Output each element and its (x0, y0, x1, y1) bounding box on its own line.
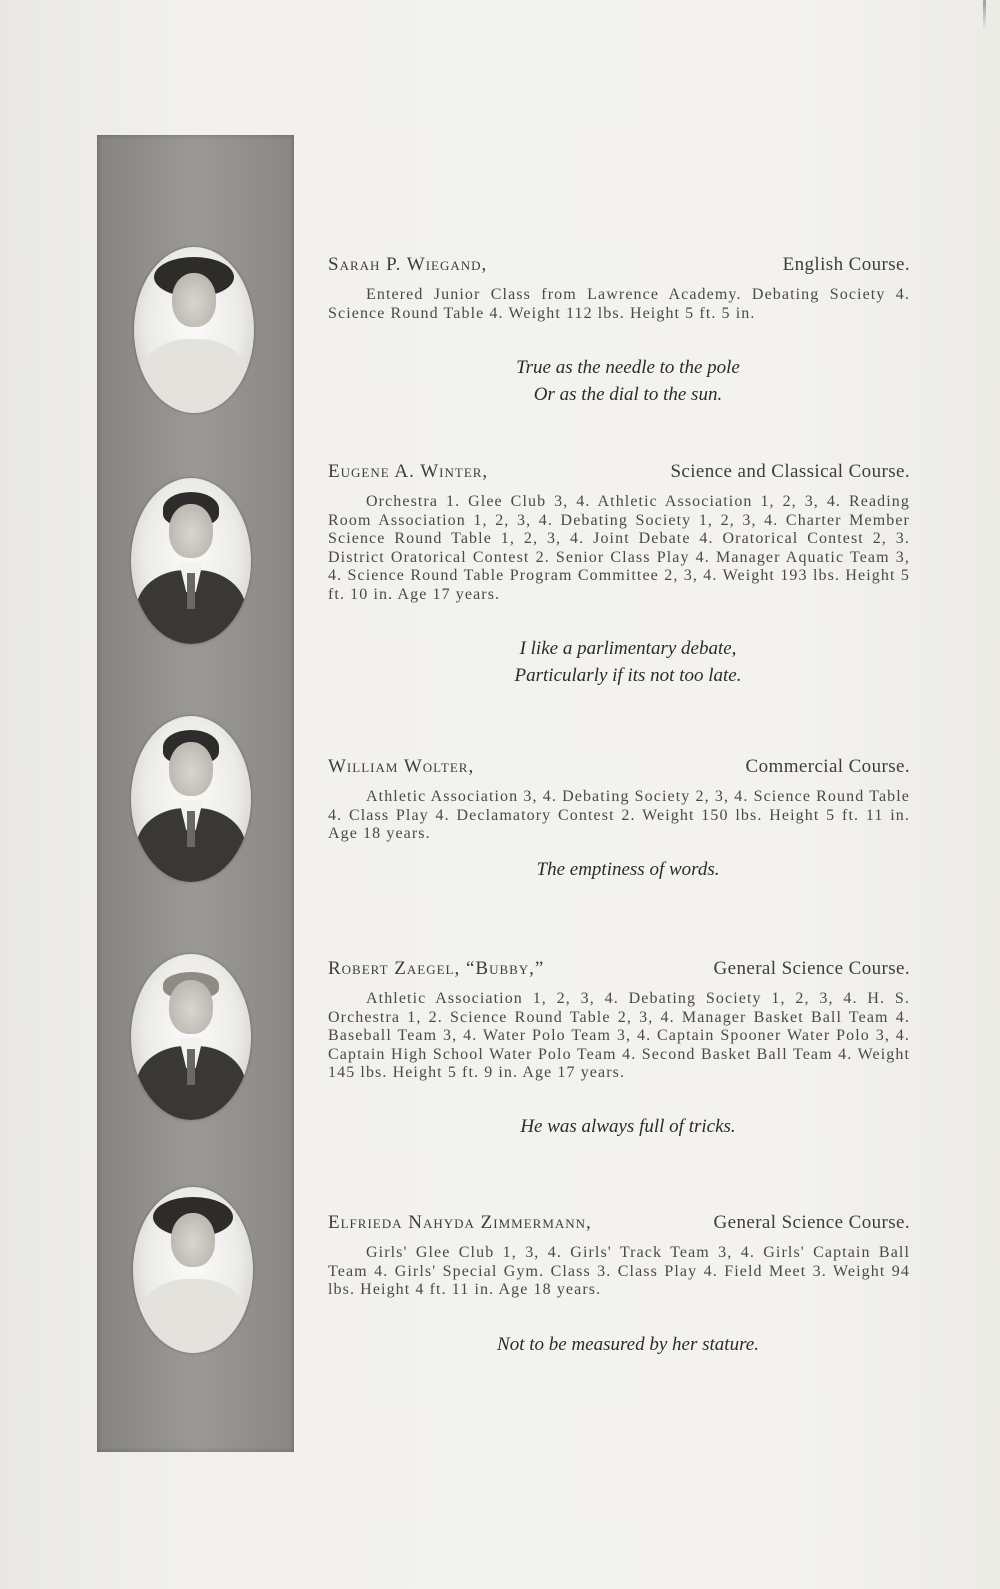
student-name: Elfrieda Nahyda Zimmermann, (328, 1212, 592, 1233)
student-details: Entered Junior Class from Lawrence Academy. Debating Society 4. Science Round Table 4. Weight 112 lbs. Height 5 ft. 5 in. (328, 286, 910, 322)
student-motto (328, 1331, 928, 1358)
student-motto (328, 1113, 928, 1140)
portrait-tie (187, 811, 195, 847)
student-details: Orchestra 1. Glee Club 3, 4. Athletic Association 1, 2, 3, 4. Reading Room Association 1, 2, 3, 4. Debating Society 1, 2, 3, 4. Charter Member Science Round Table 1, 2, 3, 4. Joint Debate 4. Oratorical Contest 2, 3. District Oratorical Contest 2. Senior Class Play 4. Manager Aquatic Team 3, 4. Science Round Table Program Committee 2, 3, 4. Weight 193 lbs. Height 5 ft. 10 in. Age 17 years. (328, 493, 910, 603)
portrait-head (169, 504, 213, 558)
portrait-head (171, 1213, 215, 1267)
student-motto (328, 856, 928, 883)
student-details: Athletic Association 3, 4. Debating Society 2, 3, 4. Science Round Table 4. Class Play 4. Declamatory Contest 2. Weight 150 lbs. Height 5 ft. 11 in. Age 18 years. (328, 788, 910, 842)
motto-line: Particularly if its not too late. (514, 665, 742, 686)
student-motto (328, 635, 928, 689)
student-motto (328, 354, 928, 408)
motto-line: Or as the dial to the sun. (533, 384, 723, 405)
course-name: General Science Course. (713, 958, 910, 979)
portrait-tie (187, 1049, 195, 1085)
student-name: Robert Zaegel, “Bubby,” (328, 958, 545, 979)
motto-line: I like a parlimentary debate, (519, 638, 737, 659)
student-details: Girls' Glee Club 1, 3, 4. Girls' Track Team 3, 4. Girls' Captain Ball Team 4. Girls' Special Gym. Class 3. Class Play 4. Field Meet 3. Weight 94 lbs. Height 4 ft. 11 in. Age 18 years. (328, 1244, 910, 1298)
entry-header (328, 461, 910, 483)
student-name: Eugene A. Winter, (328, 461, 489, 482)
portrait-head (172, 273, 216, 327)
course-name: Science and Classical Course. (670, 461, 910, 482)
portrait-photo (131, 478, 251, 644)
portrait-photo (131, 716, 251, 882)
student-name: William Wolter, (328, 756, 475, 777)
portrait-head (169, 980, 213, 1034)
portrait-photo (133, 1187, 253, 1353)
student-name: Sarah P. Wiegand, (328, 254, 488, 275)
student-details: Athletic Association 1, 2, 3, 4. Debating Society 1, 2, 3, 4. H. S. Orchestra 1, 2. Science Round Table 2, 3, 4. Manager Basket Ball Team 4. Baseball Team 3, 4. Water Polo Team 3, 4. Captain Spooner Water Polo 3, 4. Captain High School Water Polo Team 4. Second Basket Ball Team 4. Weight 145 lbs. Height 5 ft. 9 in. Age 17 years. (328, 990, 910, 1081)
page-edge-mark (983, 0, 986, 30)
portrait-photo (131, 954, 251, 1120)
motto-line: Not to be measured by her stature. (497, 1334, 759, 1355)
entry-header (328, 1212, 910, 1234)
portrait-body (139, 339, 249, 413)
motto-line: True as the needle to the pole (516, 357, 740, 378)
entry-header (328, 756, 910, 778)
course-name: General Science Course. (713, 1212, 910, 1233)
motto-line: The emptiness of words. (536, 859, 720, 880)
entry-header (328, 958, 910, 980)
course-name: Commercial Course. (745, 756, 910, 777)
portrait-body (138, 1279, 248, 1353)
motto-line: He was always full of tricks. (520, 1116, 736, 1137)
portrait-tie (187, 573, 195, 609)
entry-header (328, 254, 910, 276)
portrait-head (169, 742, 213, 796)
portrait-photo (134, 247, 254, 413)
course-name: English Course. (782, 254, 910, 275)
